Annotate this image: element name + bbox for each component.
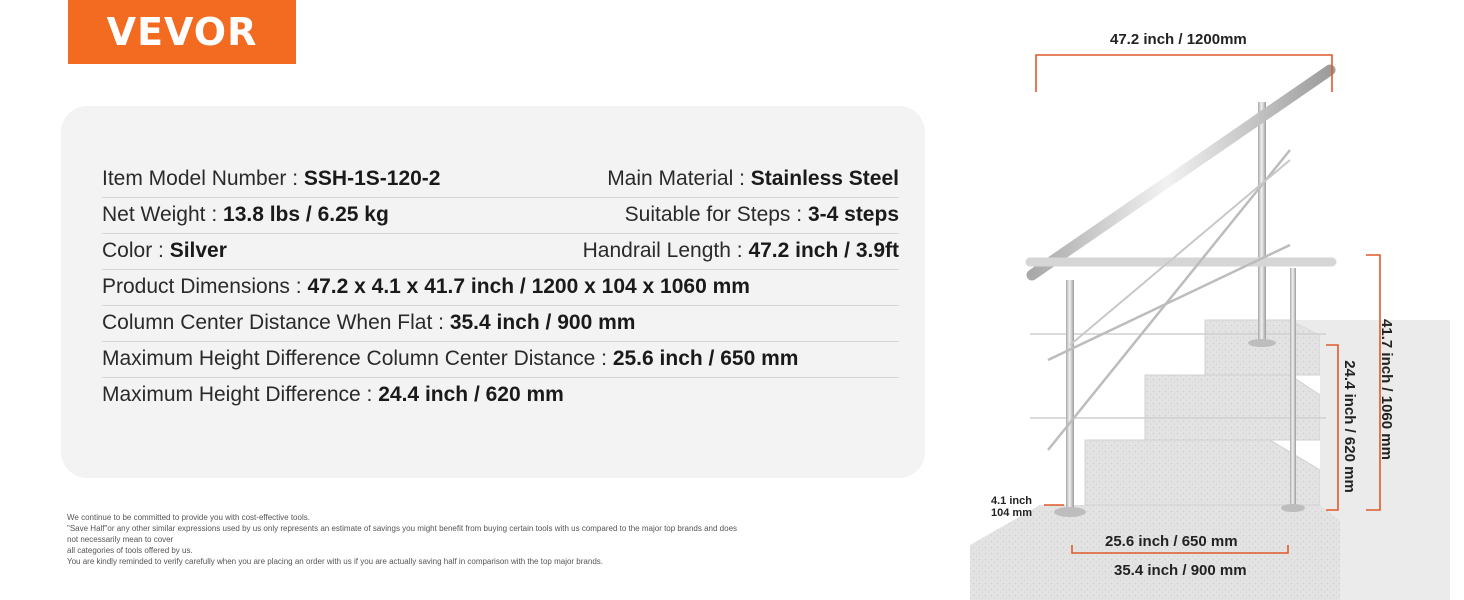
spec-value: SSH-1S-120-2	[303, 167, 441, 190]
spec-label: Suitable for Steps	[624, 203, 791, 226]
disclaimer-line: all categories of tools offered by us.	[67, 546, 193, 555]
handrail-illustration	[960, 0, 1464, 600]
post-left	[1066, 280, 1074, 512]
spec-value: 47.2 inch / 3.9ft	[748, 239, 899, 262]
spec-label: Handrail Length	[582, 239, 731, 262]
brand-logo-text: VEVOR	[106, 10, 258, 54]
disclaimer-line: You are kindly reminded to verify carefully when you are placing an order with us if you are actually saving half in comparison with the top major brands.	[67, 557, 603, 566]
spec-label: Net Weight	[102, 203, 206, 226]
dim-base-mm: 104 mm	[991, 507, 1032, 519]
dim-top-width: 47.2 inch / 1200mm	[1110, 31, 1247, 48]
brand-logo	[68, 0, 296, 64]
post-right	[1258, 102, 1266, 342]
spec-label: Maximum Height Difference	[102, 383, 361, 406]
spec-row: Product Dimensions : 47.2 x 4.1 x 41.7 inch / 1200 x 104 x 1060 mm	[102, 269, 899, 306]
spec-label: Column Center Distance When Flat	[102, 311, 433, 334]
dim-flat-span: 35.4 inch / 900 mm	[1114, 562, 1247, 579]
spec-value: 3-4 steps	[807, 203, 899, 226]
disclaimer	[67, 512, 847, 567]
spec-value: 47.2 x 4.1 x 41.7 inch / 1200 x 104 x 1060 mm	[307, 275, 750, 298]
spec-row: Item Model Number : SSH-1S-120-2 Main Material : Stainless Steel	[102, 161, 899, 198]
disclaimer-line: We continue to be committed to provide you with cost-effective tools.	[67, 513, 310, 522]
handrail-sloped	[1032, 70, 1330, 275]
spec-row: Color : Silver Handrail Length : 47.2 inch / 3.9ft	[102, 233, 899, 270]
spec-row: Net Weight : 13.8 lbs / 6.25 kg Suitable for Steps : 3-4 steps	[102, 197, 899, 234]
spec-card	[61, 106, 925, 478]
post-far	[1290, 268, 1296, 508]
spec-label: Maximum Height Difference Column Center Distance	[102, 347, 596, 370]
spec-value: 13.8 lbs / 6.25 kg	[223, 203, 389, 226]
dim-height-diff: 24.4 inch / 620 mm	[1340, 360, 1358, 493]
spec-value: 24.4 inch / 620 mm	[378, 383, 564, 406]
spec-value: Stainless Steel	[750, 167, 899, 190]
spec-label: Color	[102, 239, 153, 262]
disclaimer-line: not necessarily mean to cover	[67, 535, 174, 544]
dim-base-size	[991, 495, 1032, 519]
spec-value: 35.4 inch / 900 mm	[449, 311, 636, 334]
dim-base-inch: 4.1 inch	[991, 495, 1032, 507]
spec-row: Maximum Height Difference Column Center Distance : 25.6 inch / 650 mm	[102, 341, 899, 378]
spec-label: Product Dimensions	[102, 275, 290, 298]
dim-stair-span: 25.6 inch / 650 mm	[1105, 533, 1238, 550]
spec-value: 25.6 inch / 650 mm	[612, 347, 799, 370]
dim-total-height: 41.7 inch / 1060 mm	[1377, 319, 1395, 460]
spec-value: Silver	[169, 239, 227, 262]
spec-row: Column Center Distance When Flat : 35.4 inch / 900 mm	[102, 305, 899, 342]
spec-label: Main Material	[607, 167, 734, 190]
spec-label: Item Model Number	[102, 167, 287, 190]
spec-row: Maximum Height Difference : 24.4 inch / 620 mm	[102, 383, 564, 406]
disclaimer-line: "Save Half"or any other similar expressions used by us only represents an estimate of savings you might benefit from buying certain tools with us compared to the major top brands and does	[67, 524, 738, 533]
